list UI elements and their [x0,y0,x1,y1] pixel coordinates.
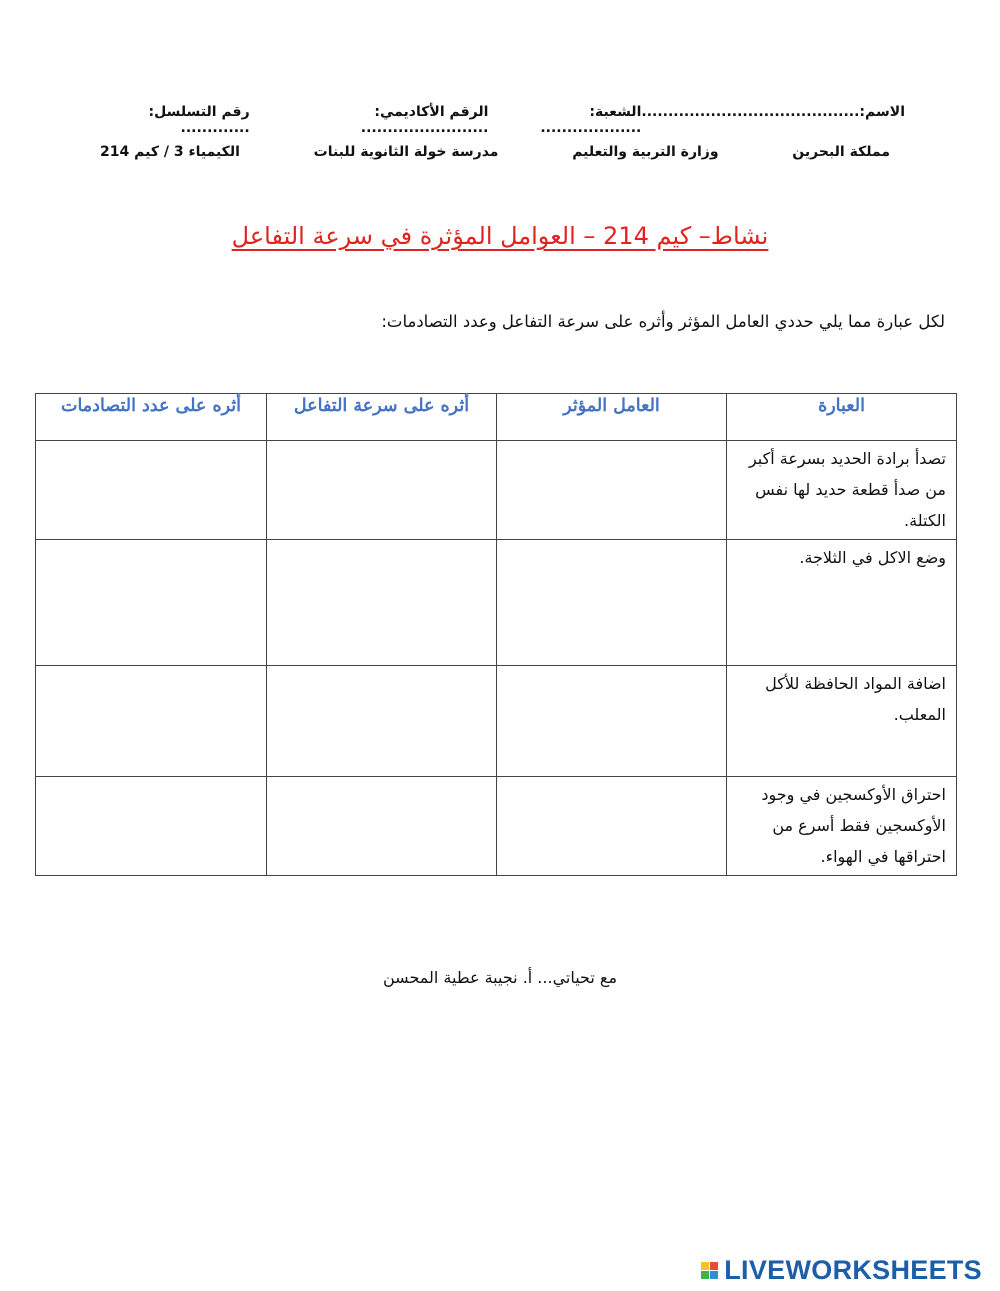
factors-table [35,393,957,876]
rate-answer-cell[interactable] [267,666,497,777]
logo-square-green [701,1271,709,1279]
collisions-answer-cell[interactable] [36,441,267,540]
collisions-answer-cell[interactable] [36,540,267,666]
table-header-row [36,394,957,441]
liveworksheets-logo-icon [701,1262,718,1279]
school-label: مدرسة خولة الثانوية للبنات [313,144,499,160]
name-field: الاسم:......................................... [641,104,905,120]
factor-answer-cell[interactable] [497,666,727,777]
factor-answer-cell[interactable] [497,540,727,666]
serial-number-field: رقم التسلسل: ............. [148,104,250,136]
header-statement: العبارة [727,394,957,441]
header-rate-effect: أثره على سرعة التفاعل [267,394,497,441]
brand-name: LIVEWORKSHEETS [724,1255,982,1285]
header-factor: العامل المؤثر [497,394,727,441]
worksheet-title: نشاط– كيم 214 – العوامل المؤثرة في سرعة التفاعل [231,222,769,250]
student-info-line [80,104,905,136]
kingdom-label: مملكة البحرين [792,144,890,160]
collisions-answer-cell[interactable] [36,666,267,777]
logo-square-yellow [701,1262,709,1270]
header-collisions-effect: أثره على عدد التصادمات [36,394,267,441]
statement-cell: اضافة المواد الحافظة للأكل المعلب. [727,666,957,777]
rate-answer-cell[interactable] [267,777,497,876]
rate-answer-cell[interactable] [267,540,497,666]
table-row [36,540,957,666]
section-field: الشعبة: ................... [540,104,642,136]
teacher-signature: مع تحياتي... أ. نجيبة عطية المحسن [382,968,618,987]
ministry-label: وزارة التربية والتعليم [572,144,719,160]
table-row [36,666,957,777]
course-label: الكيمياء 3 / كيم 214 [100,144,240,160]
rate-answer-cell[interactable] [267,441,497,540]
logo-square-blue [710,1271,718,1279]
table-row [36,441,957,540]
liveworksheets-brand [701,1255,982,1286]
collisions-answer-cell[interactable] [36,777,267,876]
statement-cell: وضع الاكل في الثلاجة. [727,540,957,666]
table-row [36,777,957,876]
statement-cell: احتراق الأوكسجين في وجود الأوكسجين فقط أسرع من احتراقها في الهواء. [727,777,957,876]
statement-cell: تصدأ برادة الحديد بسرعة أكبر من صدأ قطعة حديد لها نفس الكتلة. [727,441,957,540]
factor-answer-cell[interactable] [497,441,727,540]
institution-line [100,144,890,160]
logo-square-red [710,1262,718,1270]
instruction-text: لكل عبارة مما يلي حددي العامل المؤثر وأثره على سرعة التفاعل وعدد التصادمات: [381,312,945,331]
factor-answer-cell[interactable] [497,777,727,876]
academic-number-field: الرقم الأكاديمي: ........................ [360,104,489,136]
